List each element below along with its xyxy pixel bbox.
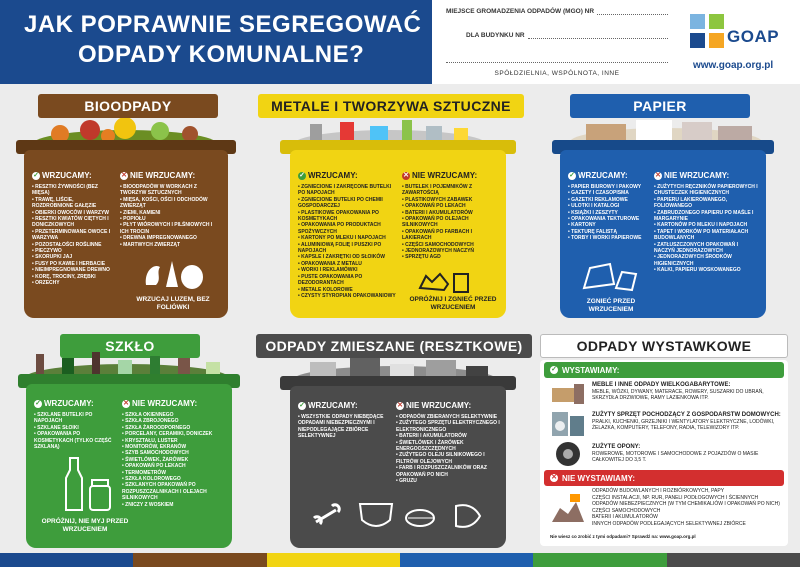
list-item: • ŚWIETLÓWEK, ŻARÓWEK [122, 457, 226, 463]
bulky-no-header: ✕ NIE WYSTAWIAMY: [544, 470, 784, 486]
title-line-1: JAK POPRAWNIE SEGREGOWAĆ [24, 11, 422, 38]
list-item: • OBIERKI OWOCÓW I WARZYW [32, 210, 114, 216]
list-item: • PIECZYWO [32, 248, 114, 254]
list-item: INNYCH ODPADÓW PODLEGAJĄCYCH SELEKTYWNEJ ZBIÓRCE [592, 520, 746, 527]
list-item: • PŁYT WIÓROWYCH I PILŚNIOWYCH I ICH TROCIN [120, 222, 220, 235]
header [0, 0, 800, 84]
list-item: • KAPSLE I ZAKRĘTKI OD SŁOIKÓW [298, 254, 396, 260]
list-item: • SZKLANE BUTELKI PO NAPOJACH [34, 412, 118, 425]
mixed-no-list: ✕ NIE WRZUCAMY: • ODPADÓW ZBIERANYCH SELEKTYWNIE • ZUŻYTEGO SPRZĘTU ELEKTRYCZNEGO I ELEKTRONICZNEGO • BATERII I AKUMULATORÓW • ŚWIETLÓWEK I ŻARÓWEK ENERGOOSZCZĘDNYCH • ZUŻYTEGO OLEJU SILNIKOWEGO I FILTRÓW OLEJOWYCH • FARB I ROZPUSZCZALNIKÓW ORAZ OPAKOWAŃ PO NICH • GRUZU [396, 402, 500, 484]
list-item: • JEDNORAZOWYCH ŚRODKÓW HIGIENICZNYCH [654, 254, 760, 267]
paper-yes-list: ✓ WRZUCAMY: • PAPIER BIUROWY I PAKOWY • GAZETY I CZASOPISMA • GAZETKI REKLAMOWE • ULOTKI I KATALOGI • KSIĄŻKI I ZESZYTY • OPAKOWANIA TEKTUROWE • KARTONY • TEKTURĘ FALISTĄ • TORBY I WORKI PAPIEROWE [568, 172, 650, 242]
list-item: • ALUMINIOWĄ FOLIĘ I PUSZKI PO NAPOJACH [298, 242, 396, 255]
list-item: • SZKŁA OKIENNEGO [122, 412, 226, 418]
list-item: • ZNICZY Z WOSKIEM [122, 502, 226, 508]
compost-icon [140, 255, 206, 291]
list-item: • TAPET I WORKÓW PO MATERIAŁACH BUDOWLANYCH [654, 229, 760, 242]
list-item: • ZABRUDZONEGO PAPIERU PO MAŚLE I MARGARYNIE [654, 210, 760, 223]
list-item: • OPAKOWAŃ PO OLEJACH SILNIKOWYCH [402, 216, 500, 229]
color-strip [0, 553, 800, 567]
crushed-bottle-icon [418, 268, 474, 294]
bio-title: BIOODPADY [38, 94, 218, 118]
list-item: • ZGNIECIONE I ZAKRĘCONE BUTELKI PO NAPOJACH [298, 184, 396, 197]
paper-caption: ZGNIEĆ PRZED WRZUCENIEM [586, 298, 636, 313]
list-item: • JEDNORAZOWYCH NACZYŃ [402, 248, 500, 254]
list-item: • METALE KOLOROWE [298, 287, 396, 293]
title-banner [0, 0, 432, 84]
glass-caption: OPRÓŻNIJ, NIE MYJ PRZED WRZUCENIEM [41, 518, 129, 533]
bio-yes-list: ✓ WRZUCAMY: • RESZTKI ŻYWNOŚCI (BEZ MIĘSA) • TRAWĘ, LIŚCIE, ROZDROBNIONE GAŁĘZIE • OBIERKI OWOCÓW I WARZYW • RESZTKI KWIATÓW CIĘTYCH I DONICZKOWYCH • PRZETERMINOWANE OWOCE I WARZYWA • POZOSTAŁOŚCI ROŚLINNE • PIECZYWO • SKORUPKI JAJ • FUSY PO KAWIE I HERBACIE • NIEIMPREGNOWANE DREWNO • KORĘ, TROCINY, ZRĘBKI • ORZECHY [32, 172, 114, 287]
list-item: CZĘŚCI INSTALACJI, NP. RUR, PANELI PODŁOGOWYCH I ŚCIENNYCH [592, 494, 759, 501]
list-item: • TRAWĘ, LIŚCIE, ROZDROBNIONE GAŁĘZIE [32, 197, 114, 210]
list-item: • ŚWIETLÓWEK I ŻARÓWEK ENERGOOSZCZĘDNYCH [396, 440, 500, 453]
mixed-yes-list: ✓ WRZUCAMY: • WSZYSTKIE ODPADY NIEBĘDĄCE ODPADAMI NIEBEZPIECZNYMI I NIEPODLEGAJĄCE ZBIÓRCE SELEKTYWNEJ [298, 402, 392, 440]
list-item: • GRUZU [396, 478, 500, 484]
list-item: • KARTONY [568, 222, 650, 228]
list-item: ODPADÓW BUDOWLANYCH I ROZBIÓRKOWYCH, PAPY [592, 488, 725, 494]
list-item: • TERMOMETRÓW [122, 470, 226, 476]
list-item: • MIĘSA, KOŚCI, OŚCI I ODCHODÓW ZWIERZĄT [120, 197, 220, 210]
glass-no-list: ✕ NIE WRZUCAMY: • SZKŁA OKIENNEGO • SZKŁA ZBROJONEGO • SZKŁA ŻAROODPORNEGO • PORCELANY, CERAMIKI, DONICZEK • KRYSZTAŁU, LUSTER • MONITORÓW, EKRANÓW • SZYB SAMOCHODOWYCH • ŚWIETLÓWEK, ŻARÓWEK • OPAKOWAŃ PO LEKACH • TERMOMETRÓW • SZKŁA KOLOROWEGO • SZKLANYCH OPAKOWAŃ PO ROZPUSZCZALNIKACH I OLEJACH SILNIKOWYCH • ZNICZY Z WOSKIEM [122, 400, 226, 508]
bulky-no-list [592, 488, 786, 527]
list-item: • OPAKOWANIA TEKTUROWE [568, 216, 650, 222]
bio-caption: WRZUCAJ LUZEM, BEZ FOLIÓWKI [136, 296, 210, 311]
list-item: • PORCELANY, CERAMIKI, DONICZEK [122, 431, 226, 437]
bulky-footer: Nie wiesz co zrobić z tymi odpadami? Sprawdź na: www.goap.org.pl [550, 534, 696, 539]
logo-text: GOAP [727, 27, 780, 46]
list-item: • PLASTIKOWYCH ZABAWEK [402, 197, 500, 203]
list-item: • ZUŻYTEGO SPRZĘTU ELEKTRYCZNEGO I ELEKTRONICZNEGO [396, 420, 500, 433]
list-item: • BATERII I AKUMULATORÓW [402, 210, 500, 216]
list-item: • GAZETKI REKLAMOWE [568, 197, 650, 203]
building-field: DLA BUDYNKU NR [466, 32, 668, 56]
list-item: • MONITORÓW, EKRANÓW [122, 444, 226, 450]
metal-yes-list: ✓ WRZUCAMY: • ZGNIECIONE I ZAKRĘCONE BUTELKI PO NAPOJACH • ZGNIECIONE BUTELKI PO CHEMII GOSPODARCZEJ • PLASTIKOWE OPAKOWANIA PO KOSMETYKACH • OPAKOWANIA PO PRODUKTACH SPOŻYWCZYCH • KARTONY PO MLEKU I NAPOJACH • ALUMINIOWĄ FOLIĘ I PUSZKI PO NAPOJACH • KAPSLE I ZAKRĘTKI OD SŁOIKÓW • OPAKOWANIA Z METALU • WORKI I REKLAMÓWKI • PUSTE OPAKOWANIA PO DEZODORANTACH • METALE KOLOROWE • CZYSTY STYROPIAN OPAKOWANIOWY [298, 172, 396, 299]
list-item: • KORĘ, TROCINY, ZRĘBKI [32, 274, 114, 280]
list-item: • ZATŁUSZCZONYCH OPAKOWAŃ I NACZYŃ JEDNORAZOWYCH [654, 242, 760, 255]
list-item: BATERII I AKUMULATORÓW [592, 514, 658, 520]
crushed-box-icon [580, 262, 640, 292]
goap-logo-icon [690, 14, 724, 48]
paper-title: PAPIER [570, 94, 750, 118]
list-item: • ULOTKI I KATALOGI [568, 203, 650, 209]
list-item: • WSZYSTKIE ODPADY NIEBĘDĄCE ODPADAMI NIEBEZPIECZNYMI I NIEPODLEGAJĄCE ZBIÓRCE SELEKTYWNEJ [298, 414, 392, 440]
list-item: • BUTELEK I POJEMNIKÓW Z ZAWARTOŚCIĄ [402, 184, 500, 197]
list-item: • BIOODPADÓW W WORKACH Z TWORZYW SZTUCZNYCH [120, 184, 220, 197]
metal-title: METALE I TWORZYWA SZTUCZNE [258, 94, 524, 118]
bulky-yes-item-3: ZUŻYTE OPONY: ROWEROWE, MOTOROWE I SAMOCHODOWE Z POJAZDÓW O MASIE CAŁKOWITEJ DO 3,5 T. [592, 444, 759, 463]
list-item: • FUSY PO KAWIE I HERBACIE [32, 261, 114, 267]
list-item: • SKORUPKI JAJ [32, 254, 114, 260]
list-item: • KALKI, PAPIERU WOSKOWANEGO [654, 267, 760, 273]
list-item: • BATERII I AKUMULATORÓW [396, 433, 500, 439]
list-item: • SZYB SAMOCHODOWYCH [122, 450, 226, 456]
list-item: • WORKI I REKLAMÓWKI [298, 267, 396, 273]
list-item: • KSIĄŻKI I ZESZYTY [568, 210, 650, 216]
bulky-yes-item-1: MEBLE I INNE ODPADY WIELKOGABARYTOWE: MEBLE, WÓZKI, DYWANY, MATERACE, ROWERY, SUSZARKI DO UBRAŃ, SKRZYDŁA DRZWIOWE, RAMY LAZIENKOWA ITP. [592, 382, 764, 401]
list-item: ODPADÓW NIEBEZPIECZNYCH (W TYM CHEMIKALIÓW I OPAKOWAŃ PO NICH) [592, 501, 780, 507]
list-item: • KRYSZTAŁU, LUSTER [122, 438, 226, 444]
list-item: • SZKŁA ŻAROODPORNEGO [122, 425, 226, 431]
tire-icon [552, 440, 584, 468]
mixed-title: ODPADY ZMIESZANE (RESZTKOWE) [256, 334, 532, 358]
bottle-jar-icon [56, 456, 116, 512]
list-item: • OPAKOWAŃ PO LEKACH [122, 463, 226, 469]
website-link[interactable]: www.goap.org.pl [693, 60, 774, 71]
owner-field-caption: SPÓŁDZIELNIA, WSPÓLNOTA, INNE [494, 70, 620, 77]
bulky-title: ODPADY WYSTAWKOWE [540, 334, 788, 358]
list-item: • PLASTIKOWE OPAKOWANIA PO KOSMETYKACH [298, 210, 396, 223]
list-item: • ZGNIECIONE BUTELKI PO CHEMII GOSPODARCZEJ [298, 197, 396, 210]
bulky-yes-header: ✓ WYSTAWIAMY: [544, 362, 784, 378]
appliance-icon [550, 410, 586, 438]
list-item: • PAPIERU LAKIEROWANEGO, FOLIOWANEGO [654, 197, 760, 210]
list-item: • PUSTE OPAKOWANIA PO DEZODORANTACH [298, 274, 396, 287]
list-item: • SZKLANE SŁOIKI [34, 425, 118, 431]
list-item: • OPAKOWANIA PO PRODUKTACH SPOŻYWCZYCH [298, 222, 396, 235]
list-item: • OPAKOWAŃ PO FARBACH I LAKIERACH [402, 229, 500, 242]
metal-no-list: ✕ NIE WRZUCAMY: • BUTELEK I POJEMNIKÓW Z ZAWARTOŚCIĄ • PLASTIKOWYCH ZABAWEK • OPAKOWAŃ PO LEKACH • BATERII I AKUMULATORÓW • OPAKOWAŃ PO OLEJACH SILNIKOWYCH • OPAKOWAŃ PO FARBACH I LAKIERACH • CZĘŚCI SAMOCHODOWYCH • JEDNORAZOWYCH NACZYŃ • SPRZĘTU AGD [402, 172, 500, 261]
list-item: • CZYSTY STYROPIAN OPAKOWANIOWY [298, 293, 396, 299]
list-item: • NIEIMPREGNOWANE DREWNO [32, 267, 114, 273]
list-item: • ODPADÓW ZBIERANYCH SELEKTYWNIE [396, 414, 500, 420]
bulky-yes-item-2: ZUŻYTY SPRZĘT POCHODZĄCY Z GOSPODARSTW DOMOWYCH: PRALKI, KUCHENKI, GRZEJNIKI I WENTYLATORY ELEKTRYCZNE, LODÓWKI, ŻELAZKA, KOMPUTERY, TELEFONY, RADIA, TELEWIZORY ITP. [592, 412, 781, 431]
list-item: • SZKŁA ZBROJONEGO [122, 418, 226, 424]
mixed-waste-icons [310, 496, 496, 536]
address-form [446, 8, 668, 77]
glass-title: SZKŁO [60, 334, 200, 358]
mgo-field: MIEJSCE GROMADZENIA ODPADÓW (MGO) NR [446, 8, 668, 32]
list-item: • PRZETERMINOWANE OWOCE I WARZYWA [32, 229, 114, 242]
title-line-2: ODPADY KOMUNALNE? [78, 41, 365, 68]
list-item: • CZĘŚCI SAMOCHODOWYCH [402, 242, 500, 248]
list-item: • KARTONÓW PO MLEKU I NAPOJACH [654, 222, 760, 228]
list-item: • TEKTURĘ FALISTĄ [568, 229, 650, 235]
furniture-icon [550, 380, 586, 408]
list-item: • OPAKOWAŃ PO LEKACH [402, 203, 500, 209]
list-item: • TORBY I WORKI PAPIEROWE [568, 235, 650, 241]
list-item: • POPIOŁU [120, 216, 220, 222]
list-item: • ORZECHY [32, 280, 114, 286]
list-item: • GAZETY I CZASOPISMA [568, 190, 650, 196]
list-item: • SZKLANYCH OPAKOWAŃ PO ROZPUSZCZALNIKACH I OLEJACH SILNIKOWYCH [122, 482, 226, 501]
list-item: • SPRZĘTU AGD [402, 254, 500, 260]
list-item: • ZIEMI, KAMIENI [120, 210, 220, 216]
list-item: • OPAKOWANIA PO KOSMETYKACH (TYLKO CZĘŚĆ SZKLANĄ) [34, 431, 118, 450]
list-item: • ZUŻYTYCH RĘCZNIKÓW PAPIEROWYCH I CHUSTECZEK HIGIENICZNYCH [654, 184, 760, 197]
paper-no-list: ✕ NIE WRZUCAMY: • ZUŻYTYCH RĘCZNIKÓW PAPIEROWYCH I CHUSTECZEK HIGIENICZNYCH • PAPIERU LAKIEROWANEGO, FOLIOWANEGO • ZABRUDZONEGO PAPIERU PO MAŚLE I MARGARYNIE • KARTONÓW PO MLEKU I NAPOJACH • TAPET I WORKÓW PO MATERIAŁACH BUDOWLANYCH • ZATŁUSZCZONYCH OPAKOWAŃ I NACZYŃ JEDNORAZOWYCH • JEDNORAZOWYCH ŚRODKÓW HIGIENICZNYCH • KALKI, PAPIERU WOSKOWANEGO [654, 172, 760, 274]
list-item: • RESZTKI KWIATÓW CIĘTYCH I DONICZKOWYCH [32, 216, 114, 229]
list-item: • MARTWYCH ZWIERZĄT [120, 242, 220, 248]
page-title [24, 10, 421, 70]
list-item: • PAPIER BIUROWY I PAKOWY [568, 184, 650, 190]
list-item: • SZKŁA KOLOROWEGO [122, 476, 226, 482]
glass-yes-list: ✓ WRZUCAMY: • SZKLANE BUTELKI PO NAPOJACH • SZKLANE SŁOIKI • OPAKOWANIA PO KOSMETYKACH (TYLKO CZĘŚĆ SZKLANĄ) [34, 400, 118, 450]
list-item: • RESZTKI ŻYWNOŚCI (BEZ MIĘSA) [32, 184, 114, 197]
list-item: • FARB I ROZPUSZCZALNIKÓW ORAZ OPAKOWAŃ PO NICH [396, 465, 500, 478]
bio-no-list: ✕ NIE WRZUCAMY: • BIOODPADÓW W WORKACH Z TWORZYW SZTUCZNYCH • MIĘSA, KOŚCI, OŚCI I ODCHODÓW ZWIERZĄT • ZIEMI, KAMIENI • POPIOŁU • PŁYT WIÓROWYCH I PILŚNIOWYCH I ICH TROCIN • DREWNA IMPREGNOWANEGO • MARTWYCH ZWIERZĄT [120, 172, 220, 248]
list-item: • POZOSTAŁOŚCI ROŚLINNE [32, 242, 114, 248]
metal-caption: OPRÓŻNIJ I ZGNIEĆ PRZED WRZUCENIEM [409, 296, 497, 311]
list-item: • KARTONY PO MLEKU I NAPOJACH [298, 235, 396, 241]
list-item: • DREWNA IMPREGNOWANEGO [120, 235, 220, 241]
list-item: CZĘŚCI SAMOCHODOWYCH [592, 507, 661, 514]
list-item: • OPAKOWANIA Z METALU [298, 261, 396, 267]
rubble-icon [550, 490, 586, 526]
list-item: • ZUŻYTEGO OLEJU SILNIKOWEGO I FILTRÓW OLEJOWYCH [396, 452, 500, 465]
